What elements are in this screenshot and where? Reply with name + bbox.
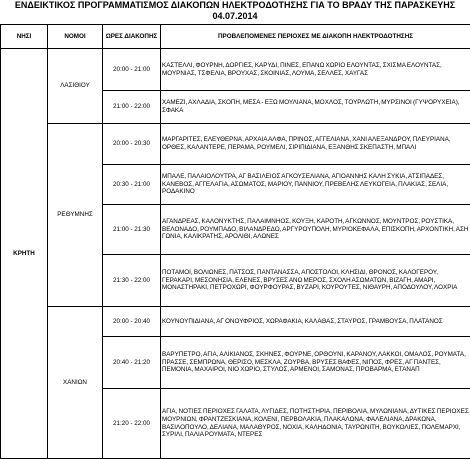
time-cell: 20:00 - 20:40 [103, 307, 161, 337]
table-row [1, 307, 470, 337]
island-cell: ΚΡΗΤΗ [1, 49, 48, 459]
time-cell: 21:00 - 22:00 [103, 91, 161, 124]
areas-cell: ΑΓΑΝΔΡΕΑΣ, ΚΑΛΟΝΥΚΤΗΣ, ΠΑΛΑΙΜΝΗΟΣ, ΚΟΥΞΗ, ΚΑΡΟΤΗ, ΑΓΚΩΝΝΟΣ, ΜΟΥΝΤΡΟΣ, ΡΟΥΣΤΙΚΑ, ΒΕΛΟΝΑΔΟ, ΡΟΥΜΠΑΔΟ, ΒΙΛΑΝΔΡΕΔΟ, ΑΡΓΥΡΟΥΠΟΛΗ, ΜΥΡΙΟΚΕΦΑΛΑ, ΕΠΙΣΚΟΠΗ, ΑΡΧΟΝΤΙΚΗ, ΑΣΗ ΓΩΝΙΑ, ΚΑΛΙΚΡΑΤΗΣ, ΑΡΟΛΙΘΙ, ΑΛΩΝΕΣ [161, 205, 470, 255]
nomos-cell-rethymno: ΡΕΘΥΜΝΗΣ [48, 124, 103, 307]
time-cell: 20:40 - 21:20 [103, 337, 161, 389]
time-cell: 21:20 - 22:00 [103, 389, 161, 459]
areas-cell: ΚΟΥΝΟΥΠΙΔΙΑΝΑ, ΑΓ ΟΝΟΥΦΡΙΟΣ, ΧΩΡΑΦΑΚΙΑ, ΚΑΛΑΘΑΣ, ΣΤΑΥΡΟΣ, ΓΡΑΜΒΟΥΣΑ, ΠΛΑΤΑΝΟΣ [161, 307, 470, 337]
time-cell: 20:00 - 20:30 [103, 124, 161, 165]
header-areas: ΠΡΟΒΛΕΠΟΜΕΝΕΣ ΠΕΡΙΟΧΕΣ ΜΕ ΔΙΑΚΟΠΗ ΗΛΕΚΤΡΟΔΟΤΗΣΗΣ [161, 25, 470, 49]
areas-cell: ΑΓΙΑ, ΝΟΤΙΕΣ ΠΕΡΙΟΧΕΣ ΓΑΛΑΤΑ, ΛΥΓΙΔΕΣ, ΠΟΤΗΣΤΗΡΙΑ, ΠΕΡΙΒΟΛΙΑ, ΜΥΛΩΝΙΑΝΑ, ΔΥΤΙΚΕΣ ΠΕΡΙΟΧΕΣ ΜΟΥΡΝΙΩΝ, ΦΡΑΝΤΖΕΣΚΙΑΝΑ, ΚΟΛΕΝΙ, ΠΕΡΒΟΛΑΚΙΑ, ΠΛΑΚΑΛΩΝΑ, ΦΑΛΕΛΙΑΝΑ, ΔΡΑΚΩΝΑ, ΒΑΣΙΛΟΠΟΥΛΟ, ΔΕΛΙΑΝΑ, ΜΑΛΑΘΥΡΟΣ, ΝΟΧΙΑ, ΚΑΛΗΔΟΝΙΑ, ΤΑΥΡΩΝΙΤΗ, ΒΟΥΚΟΛΙΕΣ, ΠΟΛΕΜΑΡΧΙ, ΣΥΡΙΛΙ, ΠΑΛΙΑ ΡΟΥΜΑΤΑ, ΝΤΕΡΕΣ [161, 389, 470, 459]
areas-cell: ΚΑΣΤΕΛΛΙ, ΦΟΥΡΝΗ, ΔΟΡΓΙΕΣ, ΚΑΡΥΔΙ, ΠΙΝΕΣ, ΕΠΑΝΩ ΧΩΡΙΟ ΕΛΟΥΝΤΑΣ, ΣΧΙΣΜΑ ΕΛΟΥΝΤΑΣ, ΜΟΥΡΝΙΑΣ, ΤΣΦΕΛΙΑ, ΒΡΟΥΧΑΣ, ΣΚΟΙΝΙΑΣ, ΛΟΥΜΑ, ΣΕΛΛΕΣ, ΧΑΥΓΑΣ [161, 49, 470, 91]
document-date: 04.07.2014 [0, 11, 470, 22]
nomos-cell-lasithi: ΛΑΣΙΘΙΟΥ [48, 49, 103, 124]
time-cell: 21:30 - 22:00 [103, 255, 161, 307]
outage-schedule-table [0, 24, 470, 459]
table-row [1, 124, 470, 165]
header-nomoi: ΝΟΜΟΙ [48, 25, 103, 49]
table-header-row [1, 25, 470, 49]
areas-cell: ΒΑΡΥΠΕΤΡΟ, ΑΓΙΑ, ΑΛΙΚΙΑΝΟΣ, ΣΚΗΝΕΣ, ΦΟΥΡΝΕ, ΟΡΘΟΥΝΙ, ΚΑΡΑΝΟΥ, ΛΑΚΚΟΙ, ΟΜΑΛΟΣ, ΡΟΥΜΑΤΑ, ΠΡΑΣΣΕ, ΣΕΜΠΡΩΝΑ, ΘΕΡΙΣΟ, ΜΕΣΚΛΑ, ΖΟΥΡΒΑ, ΒΡΥΣΕΣ ΒΑΦΕΣ, ΝΙΠΟΣ, ΦΡΕΣ, ΑΓ ΠΑΝΤΕΣ, ΠΕΜΟΝΙΑ, ΜΑΧΑΙΡΟΙ, ΝΙΟ ΧΩΡΙΟ, ΣΤΥΛΟΣ, ΑΡΜΕΝΟΙ, ΣΑΜΟΝΑΣ, ΠΡΟΒΑΡΜΑ, ΕΤΑΝΑΠ [161, 337, 470, 389]
areas-cell: ΜΑΡΓΑΡΙΤΕΣ, ΕΛΕΥΘΕΡΝΑ, ΑΡΧΑΙΑ ΑΛΦΑ, ΠΡΙΝΟΣ, ΑΓΓΕΛΙΑΝΑ, ΧΑΝΙ ΑΛΕΞΑΝΔΡΟΥ, ΠΛΕΥΡΙΑΝΑ, ΟΡΘΕΣ, ΚΑΛΑΝΤΕΡΕ, ΠΕΡΑΜΑ, ΡΟΥΜΕΛΙ, ΣΙΡΙΠΙΔΙΑΝΑ, ΕΞΑΝΘΗΣ ΣΚΕΠΑΣΤΗ, ΜΠΑΛΙ [161, 124, 470, 165]
header-hours: ΩΡΕΣ ΔΙΑΚΟΠΗΣ [103, 25, 161, 49]
time-cell: 20:00 - 21:00 [103, 49, 161, 91]
areas-cell: ΜΠΑΛΕ, ΠΑΛΑΙΟΛΟΥΤΡΑ, ΑΓ ΒΑΣΙΛΕΙΟΣ ΑΓΚΟΥΣΕΛΙΑΝΑ, ΑΓΙΟΑΝΝΗΣ ΚΑΛΗ ΣΥΚΙΑ, ΑΤΣΙΠΑΔΕΣ, ΚΑΝΕΒΟΣ, ΑΓΓΕΛΑΓΙΑ, ΑΣΩΜΑΤΟΣ, ΜΑΡΙΟΥ, ΠΑΝΝΙΟΥ, ΠΡΕΒΕΛΗΣ ΛΕΥΚΟΓΕΙΑ, ΠΛΑΚΙΑΣ, ΣΕΛΙΑ, ΡΟΔΑΚΙΝΟ [161, 165, 470, 205]
document-title: ΕΝΔΕΙΚΤΙΚΟΣ ΠΡΟΓΡΑΜΜΑΤΙΣΜΟΣ ΔΙΑΚΟΠΩΝ ΗΛΕΚΤΡΟΔΟΤΗΣΗΣ ΓΙΑ ΤΟ ΒΡΑΔΥ ΤΗΣ ΠΑΡΑΣΚΕΥΗΣ [0, 0, 470, 11]
nomos-cell-chania: ΧΑΝΙΩΝ [48, 307, 103, 459]
header-island: ΝΗΣΙ [1, 25, 48, 49]
table-row [1, 49, 470, 91]
time-cell: 21:00 - 21:30 [103, 205, 161, 255]
areas-cell: ΠΟΤΑΜΟΙ, ΒΟΛΙΩΝΕΣ, ΠΑΤΣΟΣ, ΠΑΝΤΑΝΑΣΣΑ, ΑΠΟΣΤΟΛΟΙ, ΚΛΗΣΙΔΙ, ΘΡΟΝΟΣ, ΚΑΛΟΓΕΡΟΥ, ΓΕΡΑΚΑΡΙ, ΜΕΣΟΝΗΣΙΑ, ΕΛΕΝΕΣ, ΒΡΥΣΕΣ ΑΝΩ ΜΕΡΟΣ, ΣΧΟΛΗ ΑΣΩΜΑΤΩΝ, ΒΙΖΑΓΗ, ΑΜΑΡΙ, ΜΟΝΑΣΤΗΡΑΚΙ, ΠΕΤΡΟΧΩΡΙ, ΦΟΥΡΦΟΥΡΑΣ, ΒΥΖΑΡΙ, ΚΟΥΡΟΥΤΕΣ, ΝΙΘΑΥΡΗ, ΑΠΟΔΟΥΛΟΥ, ΛΟΧΡΙΑ [161, 255, 470, 307]
areas-cell: ΧΑΜΕΖΙ, ΑΧΛΑΔΙΑ, ΣΚΟΠΗ, ΜΕΣΑ - ΕΞΩ ΜΟΥΛΙΑΝΑ, ΜΟΧΛΟΣ, ΤΟΥΡΛΩΤΗ, ΜΥΡΣΙΝΟΙ (ΓΥΨΟΡΥΧΕΙΑ), ΣΦΑΚΑ [161, 91, 470, 124]
time-cell: 20:30 - 21:00 [103, 165, 161, 205]
